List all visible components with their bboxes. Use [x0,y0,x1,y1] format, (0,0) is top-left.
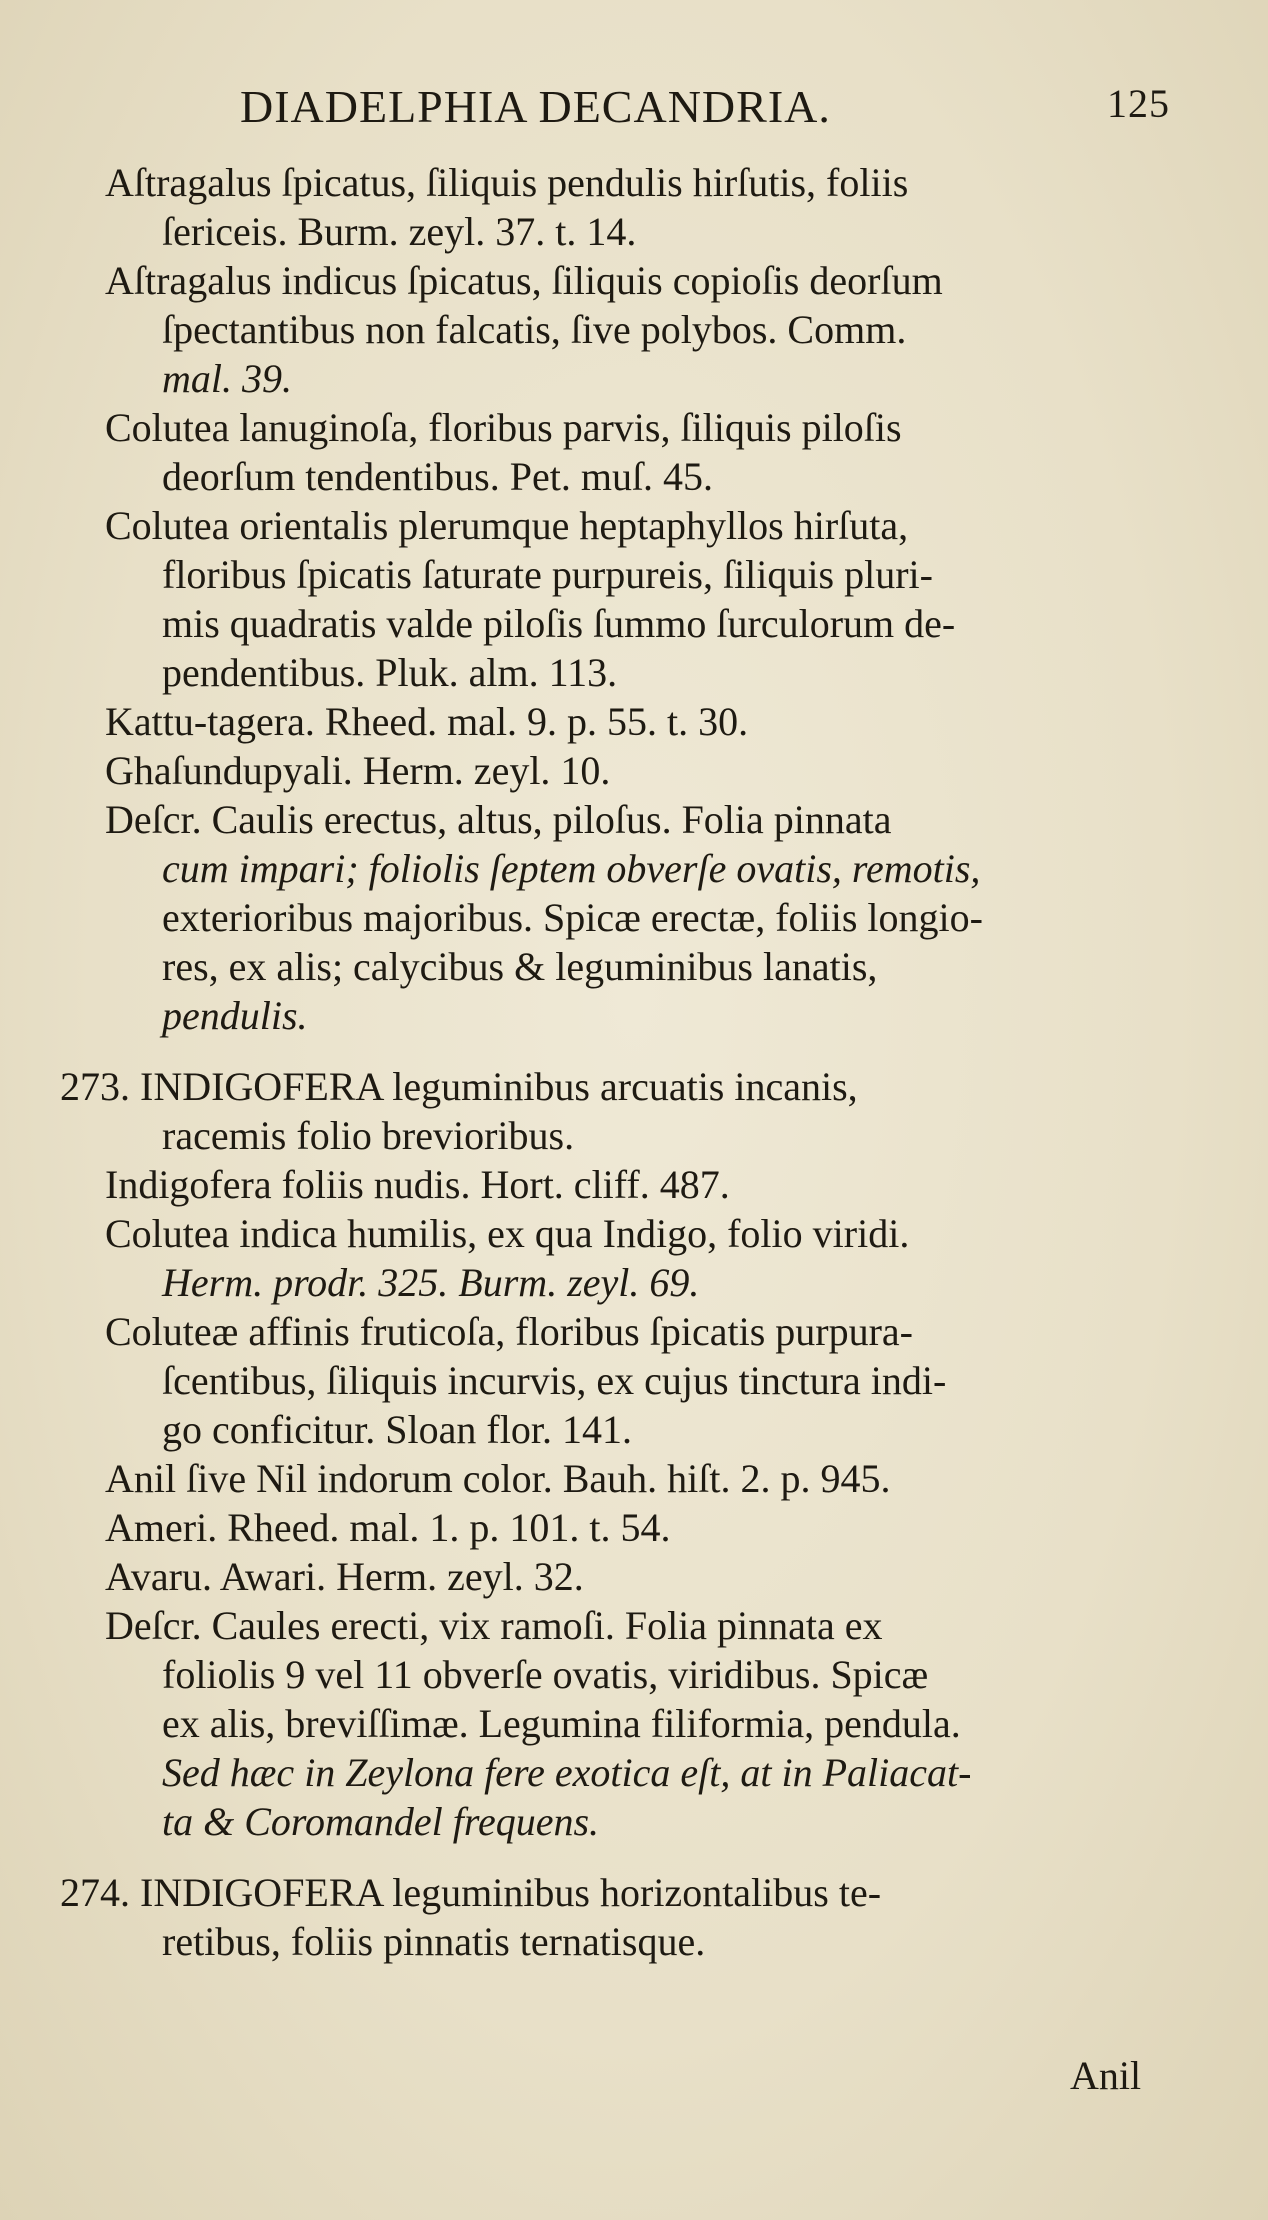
text-line: mis quadratis valde piloſis ſummo ſurculorum de- [162,601,956,646]
species-heading-line: 274. INDIGOFERA leguminibus horizontalibus te- [60,1870,882,1915]
text-line: racemis folio brevioribus. [162,1113,575,1158]
section-gap [105,1040,1195,1062]
text-line: Coluteæ affinis fruticoſa, floribus ſpicatis purpura- [105,1309,913,1354]
text-line: go conficitur. Sloan flor. 141. [162,1407,632,1452]
text-line: Ghaſundupyali. Herm. zeyl. 10. [105,748,611,793]
text-line: res, ex alis; calycibus & leguminibus lanatis, [162,944,878,989]
text-line: retibus, foliis pinnatis ternatisque. [162,1919,706,1964]
page-header [240,80,1170,140]
text-line: Herm. prodr. 325. Burm. zeyl. 69. [162,1260,700,1305]
text-line: ex alis, breviſſimæ. Legumina filiformia, pendula. [162,1701,961,1746]
text-line: Anil ſive Nil indorum color. Bauh. hiſt. 2. p. 945. [105,1456,891,1501]
text-line: deorſum tendentibus. Pet. muſ. 45. [162,454,714,499]
catchword: Anil [1070,2053,1142,2098]
text-line: Colutea indica humilis, ex qua Indigo, folio viridi. [105,1211,910,1256]
text-line: pendulis. [162,993,308,1038]
text-line: ſericeis. Burm. zeyl. 37. t. 14. [162,209,637,254]
page-number: 125 [1107,81,1170,126]
text-line: Kattu-tagera. Rheed. mal. 9. p. 55. t. 30. [105,699,749,744]
text-line: Ameri. Rheed. mal. 1. p. 101. t. 54. [105,1505,671,1550]
text-line: Deſcr. Caules erecti, vix ramoſi. Folia pinnata ex [105,1603,883,1648]
species-heading-line: 273. INDIGOFERA leguminibus arcuatis incanis, [60,1064,858,1109]
text-line: ſpectantibus non falcatis, ſive polybos. Comm. [162,307,907,352]
body-text [60,158,1195,1966]
text-line: Indigofera foliis nudis. Hort. cliff. 487. [105,1162,730,1207]
text-line: Avaru. Awari. Herm. zeyl. 32. [105,1554,584,1599]
text-line: Aſtragalus ſpicatus, ſiliquis pendulis hirſutis, foliis [105,160,909,205]
section-gap [105,1846,1195,1868]
running-head: DIADELPHIA DECANDRIA. [240,81,831,132]
text-line: mal. 39. [162,356,292,401]
text-line: foliolis 9 vel 11 obverſe ovatis, viridibus. Spicæ [162,1652,929,1697]
text-line: Aſtragalus indicus ſpicatus, ſiliquis copioſis deorſum [105,258,943,303]
text-line: Colutea lanuginoſa, floribus parvis, ſiliquis piloſis [105,405,902,450]
text-line: exterioribus majoribus. Spicæ erectæ, foliis longio- [162,895,983,940]
text-line: ſcentibus, ſiliquis incurvis, ex cujus tinctura indi- [162,1358,947,1403]
text-line: pendentibus. Pluk. alm. 113. [162,650,618,695]
text-line: ta & Coromandel frequens. [162,1799,600,1844]
text-line: Deſcr. Caulis erectus, altus, piloſus. Folia pinnata [105,797,892,842]
text-line: cum impari; foliolis ſeptem obverſe ovatis, remotis, [162,846,981,891]
text-line: Sed hæc in Zeylona fere exotica eſt, at in Paliacat- [162,1750,972,1795]
text-line: Colutea orientalis plerumque heptaphyllos hirſuta, [105,503,909,548]
text-line: floribus ſpicatis ſaturate purpureis, ſiliquis pluri- [162,552,933,597]
